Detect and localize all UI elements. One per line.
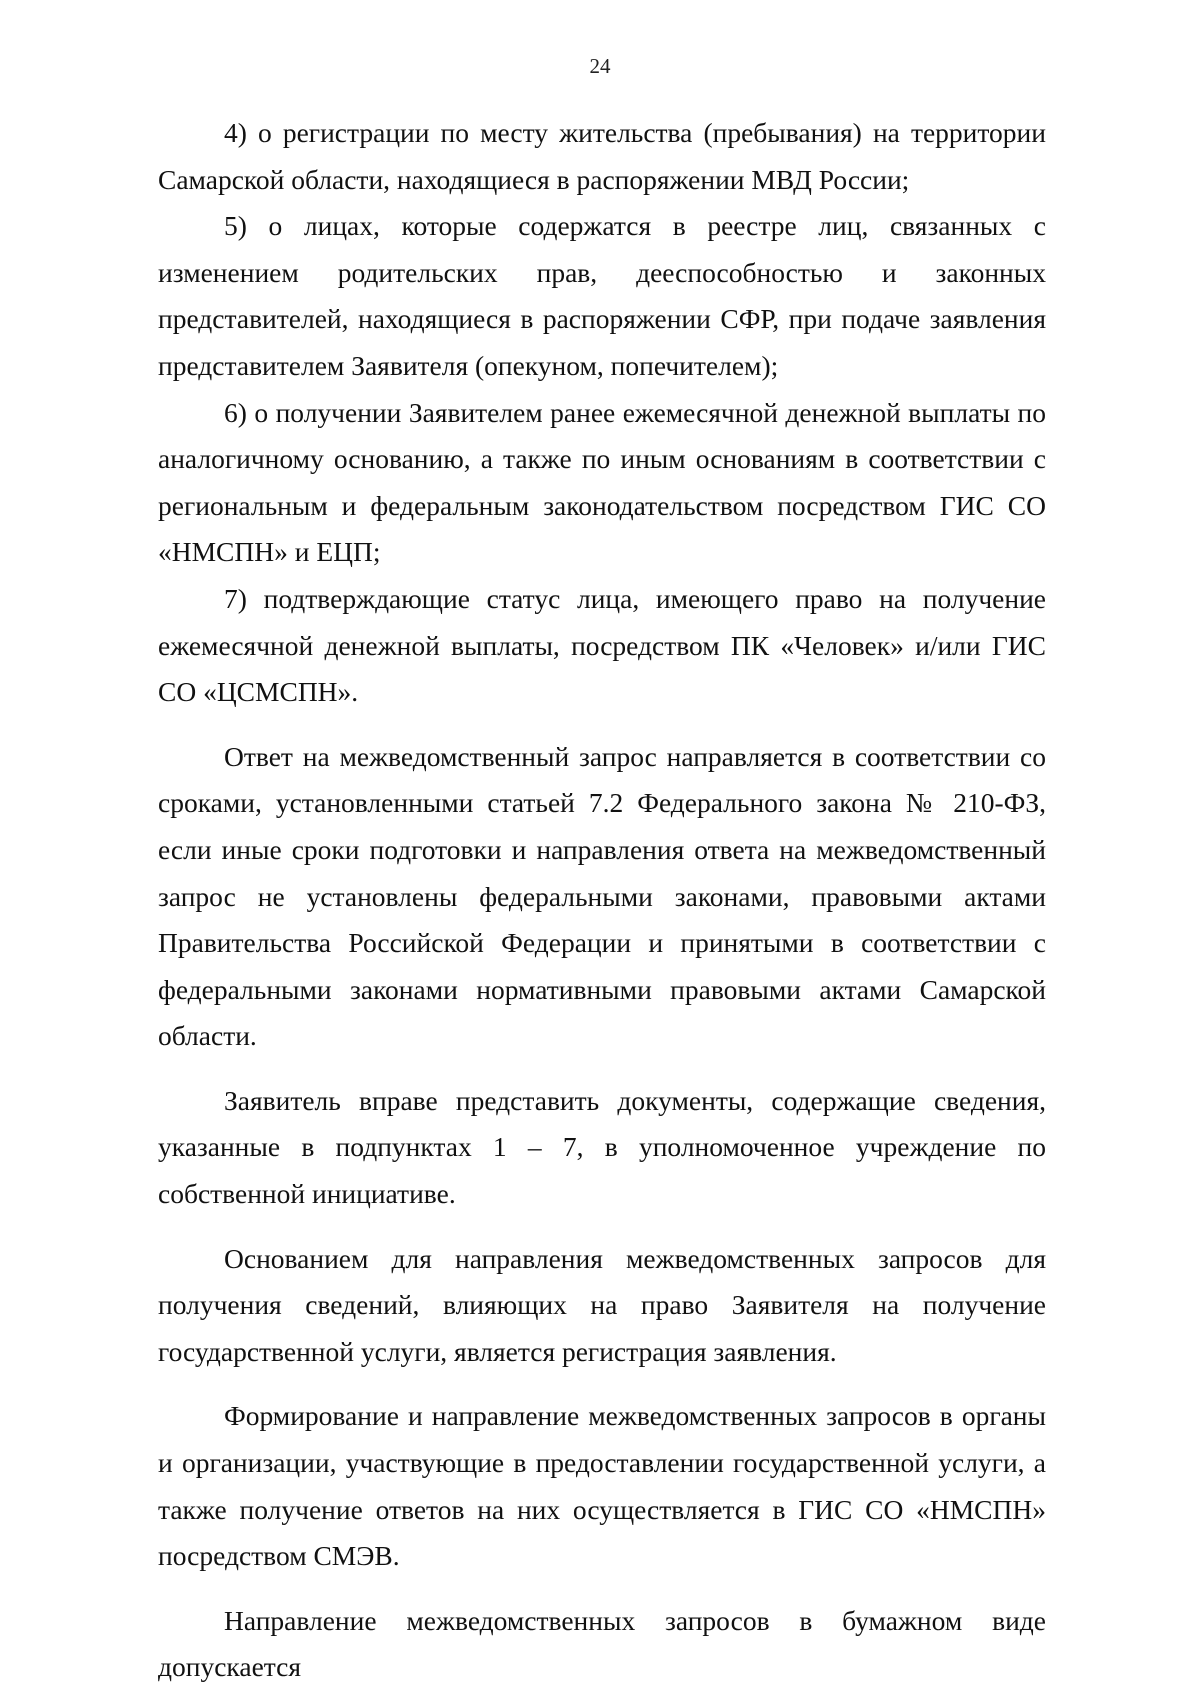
paragraph-item-7: 7) подтверждающие статус лица, имеющего право на получение ежемесячной денежной выплаты, посредством ПК «Человек» и/или ГИС СО «ЦСМСПН». <box>158 582 1046 708</box>
paragraph-formation: Формирование и направление межведомственных запросов в органы и организации, участвующие в предоставлении государственной услуги, а также получение ответов на них осуществляется в ГИС СО «НМСПН» посредством СМЭВ. <box>158 1400 1046 1572</box>
paragraph-basis: Основанием для направления межведомственных запросов для получения сведений, влияющих на право Заявителя на получение государственной услуги, является регистрация заявления. <box>158 1242 1046 1367</box>
paragraph-item-5: 5) о лицах, которые содержатся в реестре лиц, связанных с изменением родительских прав, дееспособностью и законных представителей, находящиеся в распоряжении СФР, при подаче заявления представителем Заявителя (опекуном, попечителем); <box>158 210 1046 381</box>
paragraph-item-6: 6) о получении Заявителем ранее ежемесячной денежной выплаты по аналогичному основанию, а также по иным основаниям в соответствии с региональным и федеральным законодательством посредством ГИС СО «НМСПН» и ЕЦП; <box>158 396 1046 568</box>
page-number: 24 <box>589 54 611 78</box>
paragraph-paper-requests: Направление межведомственных запросов в бумажном виде допускается <box>158 1604 1046 1683</box>
paragraph-item-4: 4) о регистрации по месту жительства (пребывания) на территории Самарской области, находящиеся в распоряжении МВД России; <box>158 117 1046 195</box>
paragraph-response: Ответ на межведомственный запрос направляется в соответствии со сроками, установленными статьей 7.2 Федерального закона № 210-ФЗ, если иные сроки подготовки и направления ответа на межведомственный запрос не установлены федеральными законами, правовыми актами Правительства Российской Федерации и принятыми в соответствии с федеральными законами нормативными правовыми актами Самарской области. <box>158 740 1046 1052</box>
document-body <box>158 110 1046 1691</box>
paragraph-applicant-right: Заявитель вправе представить документы, содержащие сведения, указанные в подпунктах 1 – 7, в уполномоченное учреждение по собственной инициативе. <box>158 1084 1046 1210</box>
